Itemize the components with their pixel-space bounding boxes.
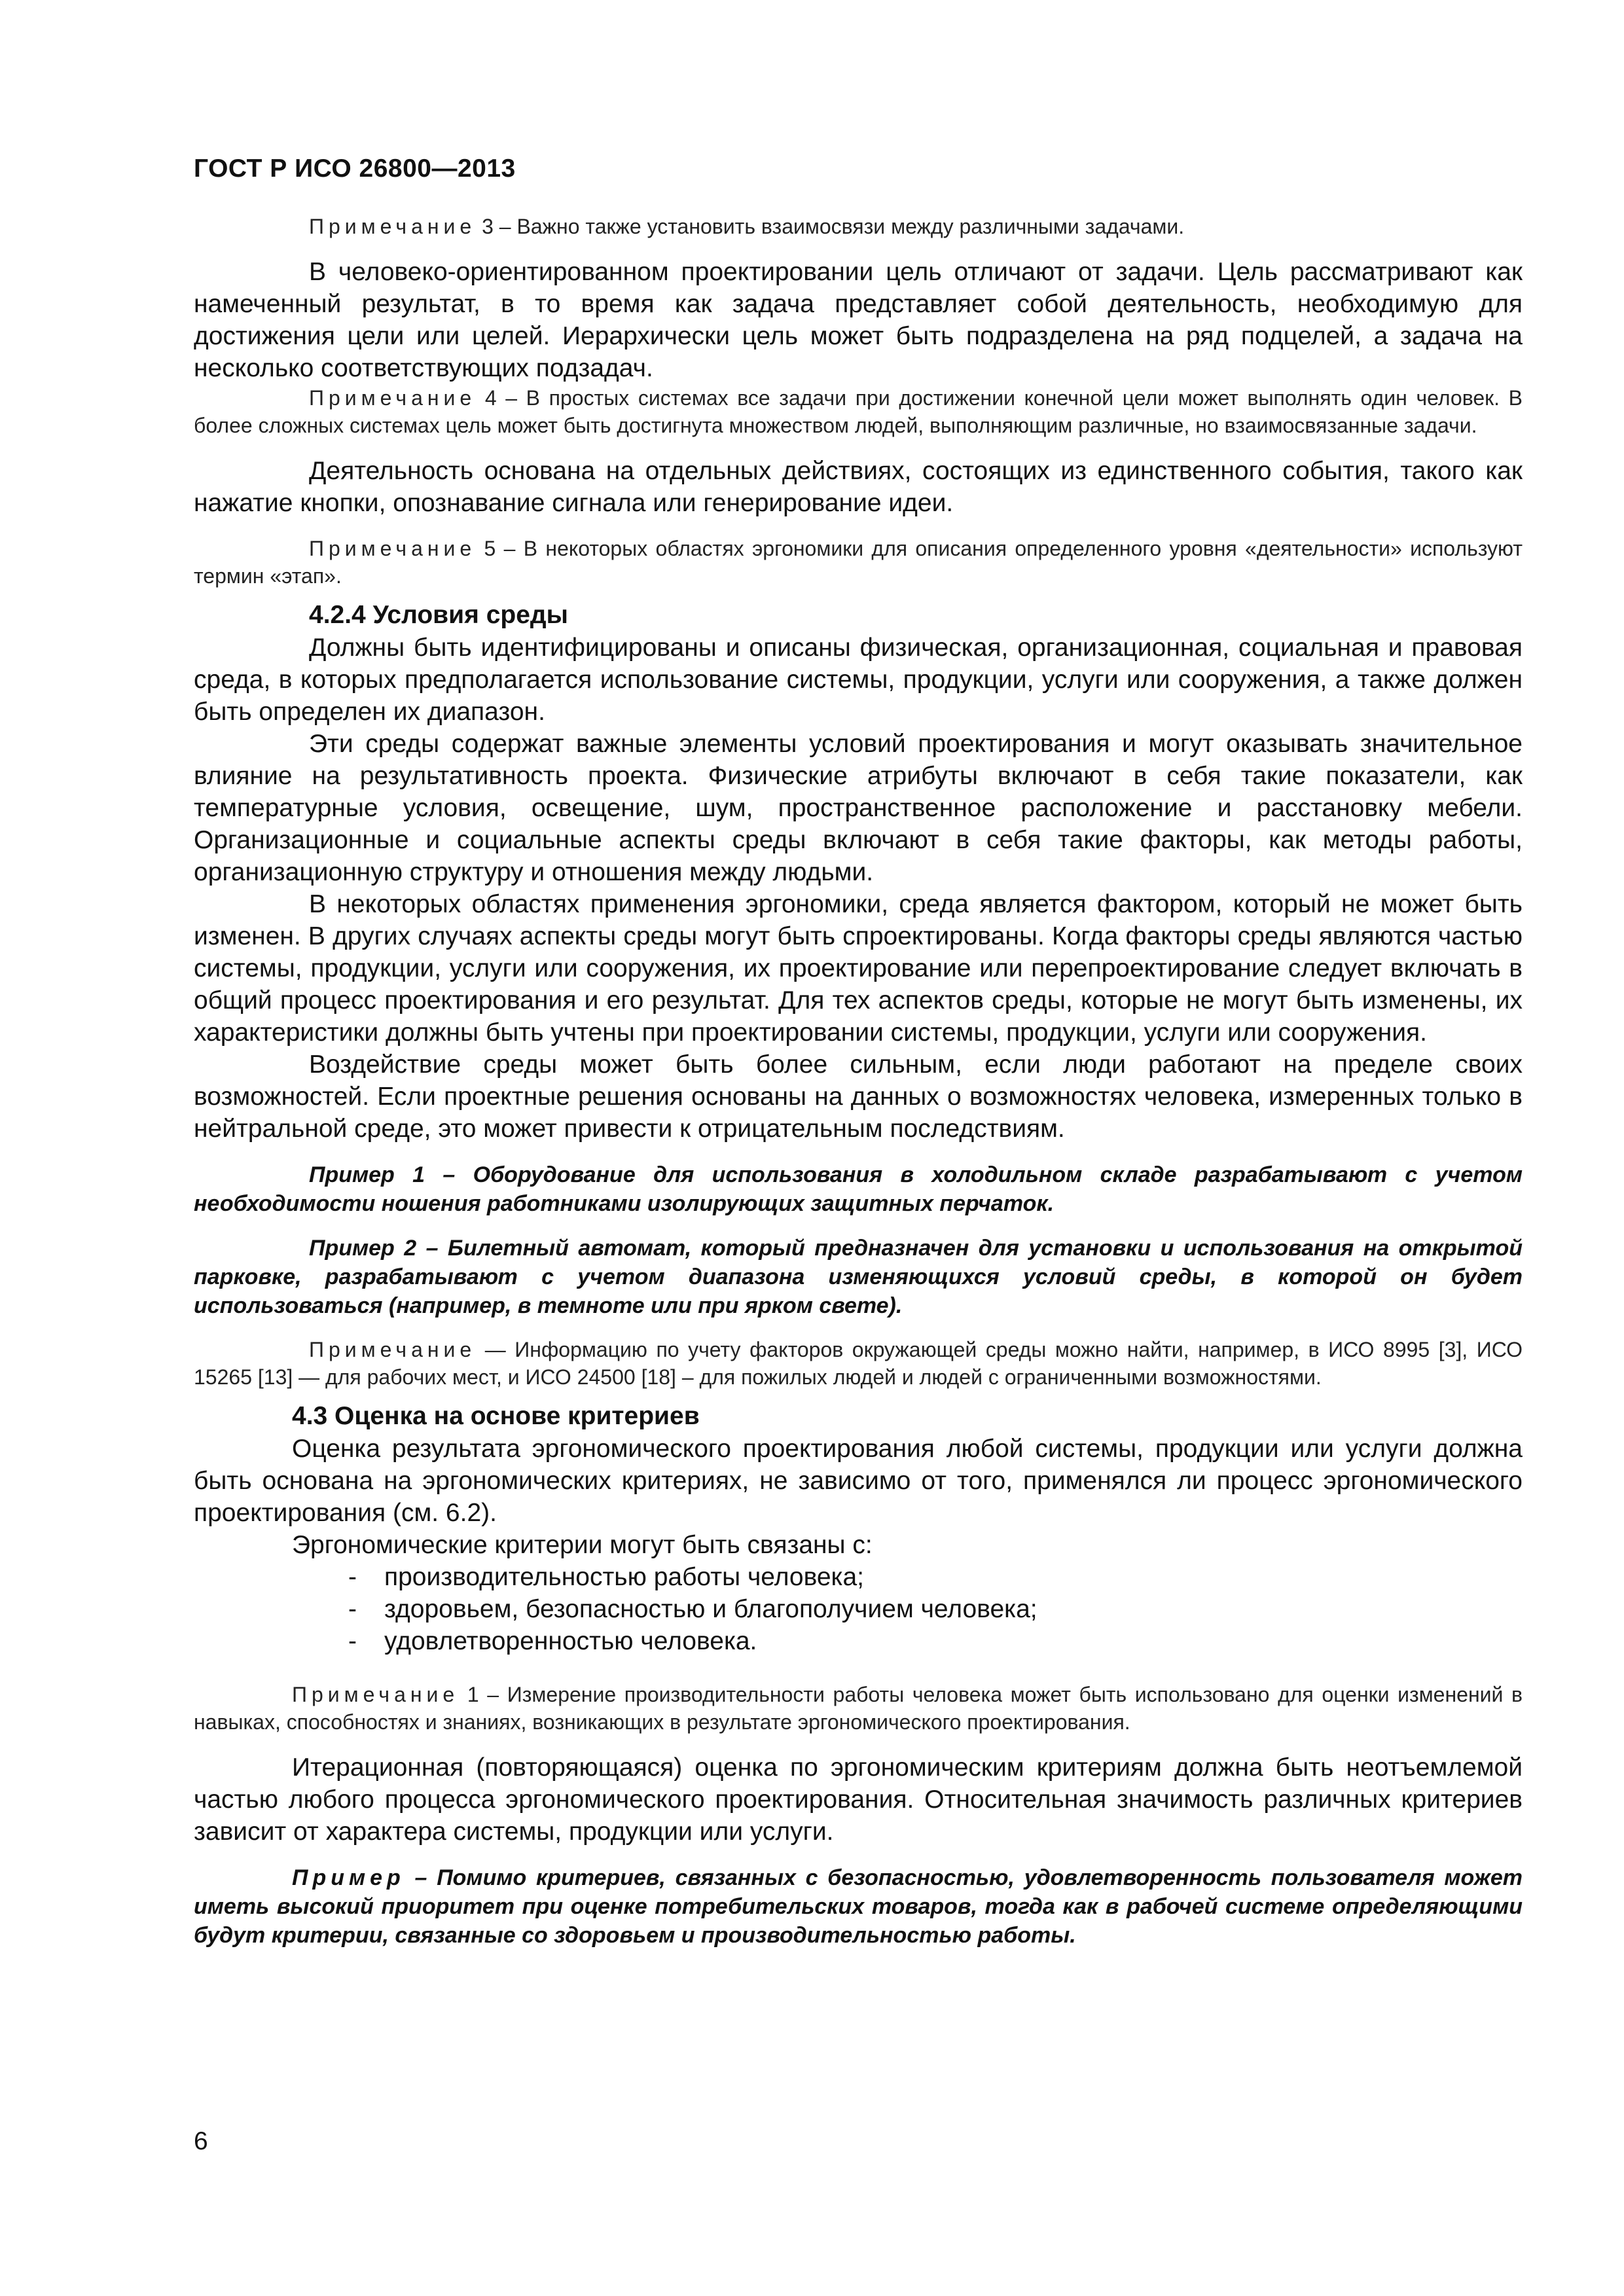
paragraph-env-3: В некоторых областях применения эргономики, среда является фактором, который не может быть изменен. В других случаях аспекты среды могут быть спроектированы. Когда факторы среды являются частью системы, продукции, услуги или сооружения, их проектирование или перепроектирование следует включать в общий процесс проектирования и его результат. Для тех аспектов среды, которые не могут быть изменены, их характеристики должны быть учтены при проектировании системы, продукции, услуги или сооружения.: [194, 890, 1523, 1047]
note-text: – В простых системах все задачи при достижении конечной цели может выполнять один человек. В более сложных системах цель может быть достигнута множеством людей, выполняющим различные, но взаимосвязанные задачи.: [194, 386, 1523, 437]
list-item: [194, 1561, 1523, 1593]
note-text: – Важно также установить взаимосвязи между различными задачами.: [493, 215, 1185, 238]
document-header: ГОСТ Р ИСО 26800—2013: [194, 154, 516, 183]
note-label: Примечание: [309, 537, 477, 560]
note-number: 1: [467, 1683, 479, 1706]
paragraph-env-1: Должны быть идентифицированы и описаны физическая, организационная, социальная и правовая среда, в которых предполагается использование системы, продукции, услуги или сооружения, а также должен быть определен их диапазон.: [194, 634, 1523, 726]
list-dash: -: [348, 1595, 357, 1623]
note-5: [194, 535, 1523, 590]
list-item-text: удовлетворенностью человека.: [384, 1627, 757, 1655]
list-dash: -: [348, 1627, 357, 1655]
note-label: Примечание: [309, 215, 477, 238]
list-item-text: здоровьем, безопасностью и благополучием человека;: [384, 1595, 1038, 1623]
note-text: — Информацию по учету факторов окружающей среды можно найти, например, в ИСО 8995 [3], ИСО 15265 [13] — для рабочих мест, и ИСО 24500 [18] – для пожилых людей и людей с ограниченными возможностями.: [194, 1338, 1523, 1389]
example-1: Пример 1 – Оборудование для использования в холодильном складе разрабатывают с учетом необходимости ношения работниками изолирующих защитных перчаток.: [194, 1162, 1523, 1216]
note-1: [194, 1681, 1523, 1736]
page-number: 6: [194, 2127, 208, 2155]
paragraph-criteria-3: Итерационная (повторяющаяся) оценка по эргономическим критериям должна быть неотъемлемой частью любого процесса эргономического проектирования. Относительная значимость различных критериев зависит от характера системы, продукции или услуги.: [194, 1753, 1523, 1846]
paragraph-env-4: Воздействие среды может быть более сильным, если люди работают на пределе своих возможностей. Если проектные решения основаны на данных о возможностях человека, измеренных только в нейтральной среде, это может привести к отрицательным последствиям.: [194, 1050, 1523, 1143]
section-heading-criteria: 4.3 Оценка на основе критериев: [292, 1402, 700, 1430]
example-label: Пример: [292, 1865, 405, 1890]
note-text: – Измерение производительности работы человека может быть использовано для оценки изменений в навыках, способностях и знаниях, возникающих в результате эргономического проектирования.: [194, 1683, 1523, 1734]
list-item: [194, 1625, 1523, 1657]
section-heading-environment: 4.2.4 Условия среды: [309, 601, 568, 629]
note-number: 3: [482, 215, 494, 238]
paragraph-criteria-1: Оценка результата эргономического проектирования любой системы, продукции или услуги должна быть основана на эргономических критериях, не зависимо от того, применялся ли процесс эргономического проектирования (см. 6.2).: [194, 1435, 1523, 1527]
paragraph-goal-vs-task: В человеко-ориентированном проектировании цель отличают от задачи. Цель рассматривают как намеченный результат, в то время как задача представляет собой деятельность, необходимую для достижения цели или целей. Иерархически цель может быть подразделена на ряд подцелей, а задача на несколько соответствующих подзадач.: [194, 258, 1523, 382]
note-number: 5: [484, 537, 496, 560]
note-text: – В некоторых областях эргономики для описания определенного уровня «деятельности» используют термин «этап».: [194, 537, 1523, 588]
note-label: Примечание: [309, 386, 477, 410]
note-label: Примечание: [292, 1683, 460, 1706]
note-number: 4: [484, 386, 497, 410]
note-environment: [194, 1336, 1523, 1391]
list-item-text: производительностью работы человека;: [384, 1563, 865, 1591]
example-final: [194, 1863, 1523, 1950]
example-text: – Помимо критериев, связанных с безопасностью, удовлетворенность пользователя может иметь высокий приоритет при оценке потребительских товаров, тогда как в рабочей системе определяющими будут критерии, связанные со здоровьем и производительностью работы.: [194, 1865, 1523, 1948]
note-label: Примечание: [309, 1338, 477, 1361]
paragraph-activity: Деятельность основана на отдельных действиях, состоящих из единственного события, такого как нажатие кнопки, опознавание сигнала или генерирование идеи.: [194, 457, 1523, 517]
list-dash: -: [348, 1563, 357, 1591]
list-item: [194, 1593, 1523, 1625]
example-2: Пример 2 – Билетный автомат, который предназначен для установки и использования на открытой парковке, разрабатывают с учетом диапазона изменяющихся условий среды, в которой он будет использоваться (например, в темноте или при ярком свете).: [194, 1236, 1523, 1318]
paragraph-criteria-2: Эргономические критерии могут быть связаны с:: [292, 1531, 873, 1559]
paragraph-env-2: Эти среды содержат важные элементы условий проектирования и могут оказывать значительное влияние на результативность проекта. Физические атрибуты включают в себя такие показатели, как температурные условия, освещение, шум, пространственное расположение и расстановку мебели. Организационные и социальные аспекты среды включают в себя такие факторы, как методы работы, организационную структуру и отношения между людьми.: [194, 730, 1523, 886]
document-page: [194, 0, 1523, 2296]
note-4: [194, 384, 1523, 439]
document-content: [194, 213, 1523, 1950]
note-3: [194, 213, 1523, 240]
